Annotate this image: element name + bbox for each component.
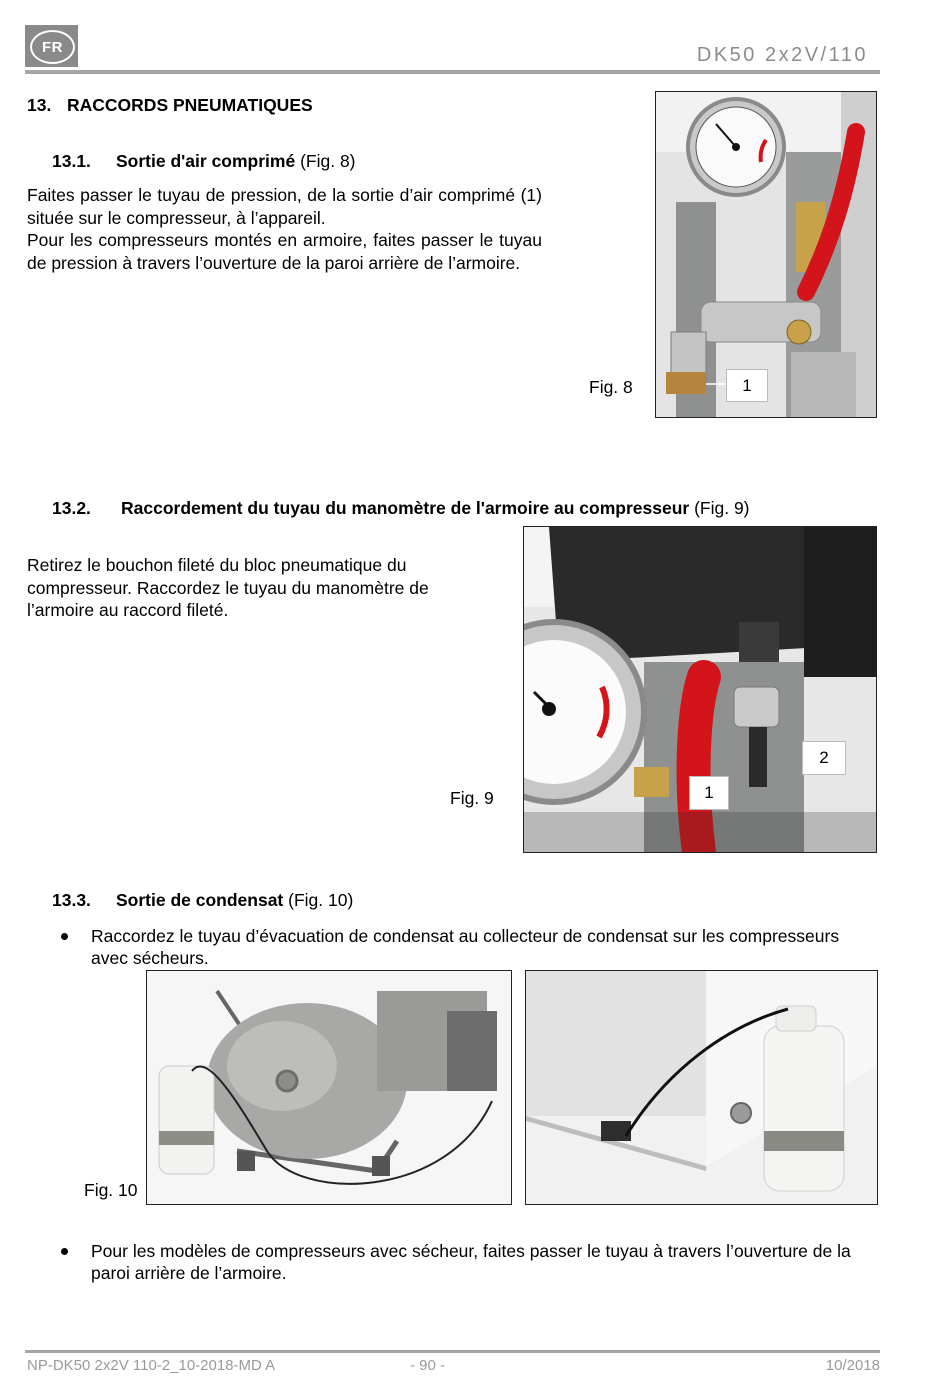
figure-label-9: Fig. 9 bbox=[450, 788, 494, 808]
footer-doc-ref: NP-DK50 2x2V 110-2_10-2018-MD A bbox=[27, 1357, 276, 1374]
callout-2-fig9: 2 bbox=[802, 741, 846, 775]
figure-9-photo bbox=[523, 526, 877, 853]
subsection-heading-13-2 bbox=[52, 498, 750, 519]
bullet-dot bbox=[61, 1248, 68, 1255]
paragraph-13-1-a: Faites passer le tuyau de pression, de la sortie d’air comprimé (1) située sur le compresseur, à l’appareil. bbox=[27, 185, 542, 228]
callout-1-fig8: 1 bbox=[726, 369, 768, 402]
bullet-item-1 bbox=[91, 925, 851, 969]
footer-rule bbox=[25, 1350, 880, 1353]
figure-label-10: Fig. 10 bbox=[84, 1180, 138, 1200]
paragraph-13-1-b: Pour les compresseurs montés en armoire, faites passer le tuyau de pression à travers l’ouverture de la paroi arrière de l’armoire. bbox=[27, 230, 542, 273]
figure-10-right-illustration bbox=[526, 971, 877, 1204]
bullet-dot bbox=[61, 933, 68, 940]
subsection-figref: (Fig. 10) bbox=[283, 890, 354, 910]
bullet-text: Raccordez le tuyau d’évacuation de condensat au collecteur de condensat sur les compresseurs avec sécheurs. bbox=[91, 926, 840, 968]
figure-10-photo-right bbox=[525, 970, 878, 1205]
bullet-item-2 bbox=[91, 1240, 851, 1284]
subsection-title: Sortie de condensat bbox=[116, 890, 284, 910]
document-code: DK50 2x2V/110 bbox=[696, 44, 868, 66]
figure-label-8: Fig. 8 bbox=[589, 377, 633, 397]
figure-10-photo-left bbox=[146, 970, 512, 1205]
subsection-heading-13-1 bbox=[52, 151, 356, 172]
subsection-number: 13.3. bbox=[52, 890, 91, 910]
figure-10-left-illustration bbox=[147, 971, 511, 1204]
subsection-figref: (Fig. 9) bbox=[689, 498, 750, 518]
subsection-heading-13-3 bbox=[52, 890, 353, 911]
subsection-number: 13.2. bbox=[52, 498, 91, 518]
subsection-number: 13.1. bbox=[52, 151, 91, 171]
footer-date: 10/2018 bbox=[825, 1357, 880, 1374]
section-title: RACCORDS PNEUMATIQUES bbox=[67, 95, 313, 115]
figure-8-photo bbox=[655, 91, 877, 418]
section-heading bbox=[27, 95, 313, 116]
bullet-text: Pour les modèles de compresseurs avec sécheur, faites passer le tuyau à travers l’ouverture de la paroi arrière de l’armoire. bbox=[91, 1241, 851, 1283]
section-number: 13. bbox=[27, 95, 52, 115]
subsection-title: Raccordement du tuyau du manomètre de l'armoire au compresseur bbox=[121, 498, 690, 518]
language-badge bbox=[25, 25, 78, 67]
subsection-title: Sortie d'air comprimé bbox=[116, 151, 296, 171]
subsection-figref: (Fig. 8) bbox=[295, 151, 356, 171]
header-rule bbox=[25, 70, 880, 74]
footer-page-number: - 90 - bbox=[410, 1357, 446, 1374]
paragraph-13-2: Retirez le bouchon fileté du bloc pneumatique du compresseur. Raccordez le tuyau du manomètre de l’armoire au raccord fileté. bbox=[27, 555, 429, 620]
language-badge-label: FR bbox=[30, 30, 75, 64]
callout-1-fig9: 1 bbox=[689, 776, 729, 810]
